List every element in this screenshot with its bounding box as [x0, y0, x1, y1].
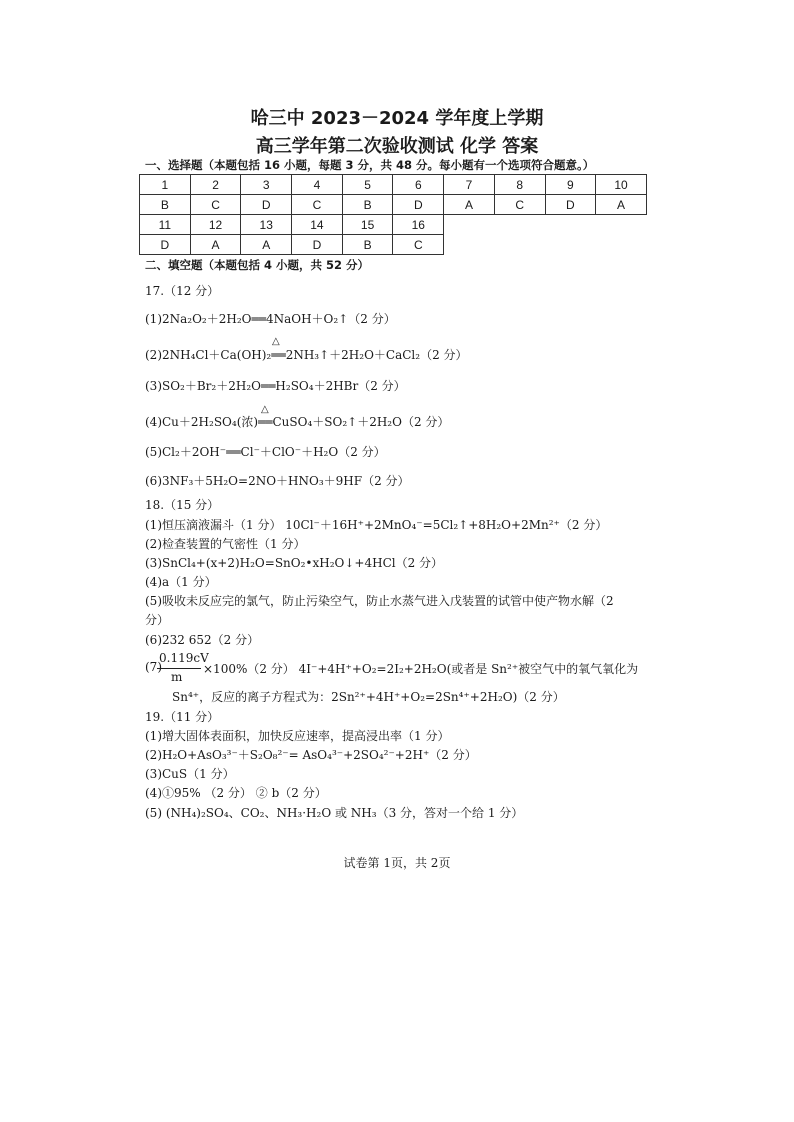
table-cell: 7 [444, 175, 495, 195]
empty-cell [444, 235, 495, 255]
q19-answer-3: (3)CuS（1 分） [145, 767, 235, 781]
table-cell: 8 [494, 175, 545, 195]
answer-table [139, 174, 647, 255]
table-row [140, 195, 647, 215]
q18-answer-4: (4)a（1 分） [145, 575, 217, 589]
heat-symbol: △ [261, 404, 269, 415]
table-cell: 12 [190, 215, 241, 235]
q19-answer-2: (2)H₂O+AsO₃³⁻＋S₂O₈²⁻= AsO₄³⁻+2SO₄²⁻+2H⁺（2 分） [145, 748, 477, 762]
table-cell: 5 [342, 175, 393, 195]
table-cell: A [241, 235, 292, 255]
table-cell: C [190, 195, 241, 215]
table-cell: D [545, 195, 596, 215]
q18-answer-5: (5)吸收未反应完的氯气，防止污染空气，防止水蒸气进入戊装置的试管中使产物水解（2 [145, 594, 614, 608]
page-footer: 试卷第 1页，共 2页 [343, 856, 451, 870]
empty-cell [596, 215, 647, 235]
empty-cell [444, 215, 495, 235]
empty-cell [545, 235, 596, 255]
table-cell: 3 [241, 175, 292, 195]
q18-answer-2: (2)检查装置的气密性（1 分） [145, 537, 306, 551]
table-cell: A [444, 195, 495, 215]
table-cell: 6 [393, 175, 444, 195]
table-row [140, 215, 647, 235]
q17-title: 17.（12 分） [145, 284, 220, 298]
q18-answer-3: (3)SnCl₄+(x+2)H₂O=SnO₂•xH₂O↓+4HCl（2 分） [145, 556, 444, 570]
table-cell: D [241, 195, 292, 215]
q18-answer-7-rest: ×100%（2 分） 4I⁻+4H⁺+O₂=2I₂+2H₂O(或者是 Sn²⁺被空气中的氧气氧化为 [203, 662, 639, 676]
table-cell: B [140, 195, 191, 215]
empty-cell [494, 235, 545, 255]
q17-answer-4: (4)Cu＋2H₂SO₄(浓)══CuSO₄＋SO₂↑＋2H₂O（2 分） [145, 415, 450, 429]
table-row [140, 175, 647, 195]
q17-answer-1: (1)2Na₂O₂＋2H₂O══4NaOH＋O₂↑（2 分） [145, 312, 396, 326]
table-cell: C [393, 235, 444, 255]
empty-cell [545, 215, 596, 235]
fraction-bar [157, 668, 201, 669]
table-cell: A [596, 195, 647, 215]
table-cell: D [393, 195, 444, 215]
section1-heading: 一、选择题（本题包括 16 小题，每题 3 分，共 48 分。每小题有一个选项符合题意。） [145, 158, 595, 172]
heat-symbol: △ [272, 336, 280, 347]
fraction-numerator: 0.119cV [159, 651, 209, 665]
q18-answer-7-label: (7) [145, 660, 162, 674]
q17-answer-3: (3)SO₂＋Br₂＋2H₂O══H₂SO₄＋2HBr（2 分） [145, 379, 406, 393]
section2-heading: 二、填空题（本题包括 4 小题，共 52 分） [145, 258, 370, 272]
table-cell: 4 [292, 175, 343, 195]
q19-title: 19.（11 分） [145, 710, 220, 724]
table-cell: A [190, 235, 241, 255]
q17-answer-6: (6)3NF₃＋5H₂O=2NO＋HNO₃＋9HF（2 分） [145, 474, 410, 488]
empty-cell [494, 215, 545, 235]
q19-answer-4: (4)①95% （2 分） ② b（2 分） [145, 786, 327, 800]
table-cell: 15 [342, 215, 393, 235]
table-cell: C [292, 195, 343, 215]
q19-answer-5: (5) (NH₄)₂SO₄、CO₂、NH₃·H₂O 或 NH₃（3 分，答对一个给 1 分） [145, 806, 524, 820]
document-title: 哈三中 2023－2024 学年度上学期 [250, 108, 544, 129]
table-cell: D [292, 235, 343, 255]
q18-answer-5-cont: 分） [145, 613, 170, 627]
q18-answer-6: (6)232 652（2 分） [145, 633, 260, 647]
table-cell: 9 [545, 175, 596, 195]
table-cell: 2 [190, 175, 241, 195]
table-cell: 13 [241, 215, 292, 235]
q18-title: 18.（15 分） [145, 498, 220, 512]
table-cell: C [494, 195, 545, 215]
table-cell: 1 [140, 175, 191, 195]
q18-answer-1: (1)恒压滴液漏斗（1 分） 10Cl⁻＋16H⁺+2MnO₄⁻=5Cl₂↑+8H₂O+2Mn²⁺（2 分） [145, 518, 608, 532]
table-cell: 16 [393, 215, 444, 235]
table-cell: 11 [140, 215, 191, 235]
table-cell: B [342, 195, 393, 215]
q18-answer-7-cont: Sn⁴⁺，反应的离子方程式为：2Sn²⁺+4H⁺+O₂=2Sn⁴⁺+2H₂O)（2 分） [172, 690, 565, 704]
document-subtitle: 高三学年第二次验收测试 化学 答案 [255, 136, 539, 157]
table-cell: B [342, 235, 393, 255]
q17-answer-5: (5)Cl₂＋2OH⁻══Cl⁻＋ClO⁻＋H₂O（2 分） [145, 445, 386, 459]
table-cell: 10 [596, 175, 647, 195]
fraction-denominator: m [171, 670, 183, 684]
table-cell: D [140, 235, 191, 255]
table-row [140, 235, 647, 255]
empty-cell [596, 235, 647, 255]
q19-answer-1: (1)增大固体表面积，加快反应速率，提高浸出率（1 分） [145, 729, 450, 743]
q17-answer-2: (2)2NH₄Cl＋Ca(OH)₂══2NH₃↑＋2H₂O＋CaCl₂（2 分） [145, 348, 468, 362]
table-cell: 14 [292, 215, 343, 235]
